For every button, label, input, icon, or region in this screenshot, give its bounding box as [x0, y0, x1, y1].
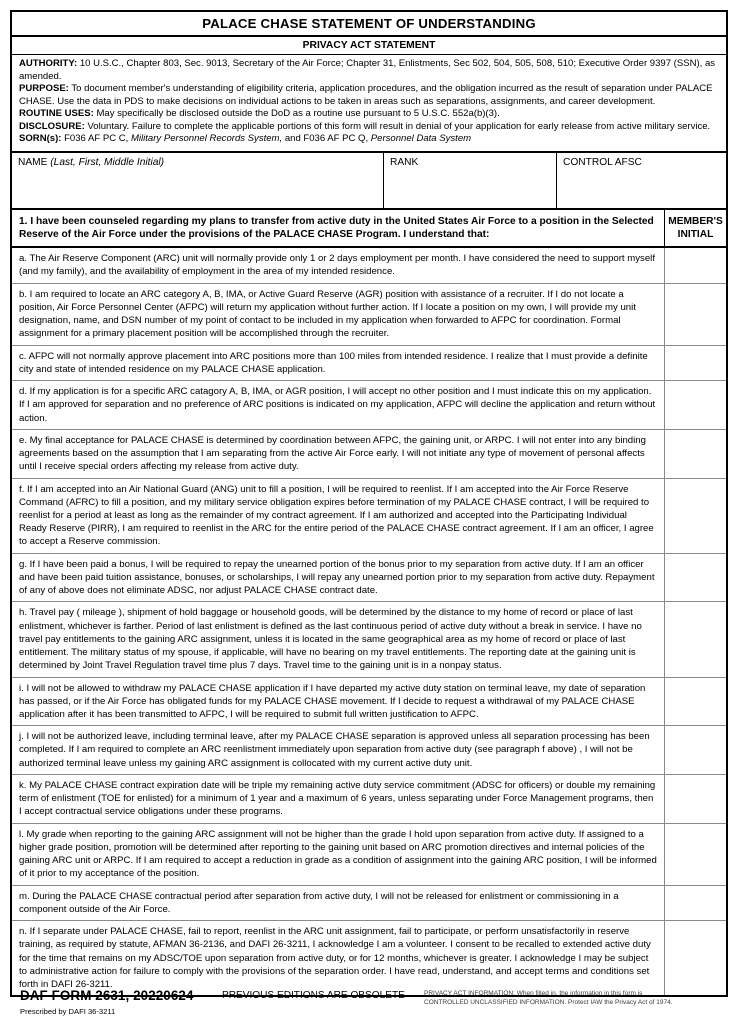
- item-text-d: d. If my application is for a specific ARC catagory A, B, IMA, or AGR position, I will accept no other position and I must indicate this on my application. If I am approved for separation and no preference of ARC positions is indicated on my application, AFPC will decline the application and return without action.: [12, 381, 665, 429]
- initial-box-l[interactable]: [665, 824, 726, 885]
- initial-box-c[interactable]: [665, 346, 726, 380]
- item-text-h: h. Travel pay ( mileage ), shipment of hold baggage or household goods, will be determined by the distance to my home of record or place of last enlistment, whichever is farther. Period of last enlistment is defined as the last continuous period of active duty without a break in service. I have no travel pay entitlements to the gaining ARC assignment, unless it is located in the same geographical area as my home of record or place of last entitlement. The military status of my spouse, if applicable, will have no bearing on my travel entitlements. The reporting date at the gaining unit is determined by Joint Travel Regulation travel time plus 7 days. Travel time to the gaining unit is in a nonpay status.: [12, 602, 665, 676]
- item-text-j: j. I will not be authorized leave, including terminal leave, after my PALACE CHASE separation is approved unless all separation processing has been completed. If I am required to complete an ARC reenlistment immediately upon separation from active duty (see paragraph f above) , I will not be authorized terminal leave unless my gaining ARC assignment is collocated with my current active duty unit.: [12, 726, 665, 774]
- purpose-text: To document member's understanding of eligibility criteria, application procedures, and the obligation incurred as the result of separation under PALACE CHASE. Use the data in PDS to make decisions on individual actions to be taken in areas such as separations, assignments, and career development.: [19, 83, 713, 107]
- statement-header-text: 1. I have been counseled regarding my plans to transfer from active duty in the United States Air Force to a position in the Selected Reserve of the Air Force under the provisions of the PALACE CHASE Program. I understand that:: [12, 210, 665, 247]
- item-text-k: k. My PALACE CHASE contract expiration date will be triple my remaining active duty service commitment (ADSC for officers) or double my remaining term of enlistment (TOE for enlisted) for a minimum of 1 year and a maximum of 6 years, unless separating under Force Management programs, then I accept contractual service obligations under these programs.: [12, 775, 665, 823]
- initial-box-m[interactable]: [665, 886, 726, 920]
- sorn-system-1: Military Personnel Records System,: [130, 133, 283, 144]
- authority-label: AUTHORITY:: [19, 58, 78, 69]
- table-row: [12, 921, 726, 995]
- table-row: [12, 824, 726, 886]
- control-afsc-field[interactable]: [557, 153, 726, 208]
- statement-header-row: [12, 210, 726, 249]
- table-row: [12, 479, 726, 554]
- name-label: NAME: [18, 156, 48, 168]
- item-text-e: e. My final acceptance for PALACE CHASE is determined by coordination between AFPC, the gaining unit, or ARPC. I will not enter into any binding agreements based on the assumption that I am separating from the active Air Force early. I will not initiate any type of movement of personal affects until I receive special orders affecting my release from active duty.: [12, 430, 665, 478]
- form-table: [10, 10, 728, 997]
- name-field[interactable]: [12, 153, 384, 208]
- rank-label: RANK: [390, 156, 419, 168]
- disclosure-text: Voluntary. Failure to complete the applicable portions of this form will result in denial of your application for early release from active military service.: [87, 120, 711, 132]
- item-text-n: n. If I separate under PALACE CHASE, fail to report, reenlist in the ARC unit assignment, fail to participate, or perform unsatisfactorily in reserve training, as required by statute, AFMAN 36-2136, and DAFI 26-3211, I acknowledge I am a volunteer. I consent to be recalled to extended active duty for the time that remains on my ADSC/TOE upon separation from active duty, or for 12 months, whichever is greater. I acknowledge I may be subject to administrative action for failure to comply with the provisions of the separation order. I have read, understand, and accept terms and conditions set forth in DAFI 26-3211.: [12, 921, 665, 995]
- item-text-m: m. During the PALACE CHASE contractual period after separation from active duty, I will not be released for enlistment or commissioning in a component outside of the Air Force.: [12, 886, 665, 920]
- routine-uses-label: ROUTINE USES:: [19, 108, 94, 119]
- privacy-act-body: [12, 55, 726, 153]
- authority-text: 10 U.S.C., Chapter 803, Sec. 9013, Secretary of the Air Force; Chapter 31, Enlistments, Sec 502, 504, 505, 508, 510; Executive Order 9397 (SSN), as amended.: [19, 58, 716, 82]
- item-text-b: b. I am required to locate an ARC category A, B, IMA, or Active Guard Reserve (AGR) position with assistance of a recruiter. If I do not locate a position, Air Force Personnel Center (AFPC) will return my application without further action. If I locate a position on my own, I will provide my unit designation, name, and DSN number of my point of contact to be included in my application when forwarded to AFPC for coordination. Formal assignment for a primary placement position will be accomplished through the recruiter.: [12, 284, 665, 345]
- sorn-system-2: Personnel Data System: [370, 133, 472, 144]
- table-row: [12, 775, 726, 824]
- item-text-f: f. If I am accepted into an Air National Guard (ANG) unit to fill a position, I will be required to reenlist. If I am accepted into the Air Force Reserve Command (AFRC) to fill a position, and my military service obligation expires before termination of my PALACE CHASE contract, I will be required to reenlist for a period at least as long as the remainder of my contract agreement. If I am authorized and accepted into the Participating Individual Ready Reserve (PIRR), I am required to reenlist in the ARC for the entire period of the PALACE CHASE contract agreement. If I am an officer, I agree to accept a Reserve commission.: [12, 479, 665, 553]
- purpose-label: PURPOSE:: [19, 83, 69, 94]
- table-row: [12, 886, 726, 921]
- page-title: PALACE CHASE STATEMENT OF UNDERSTANDING: [12, 12, 726, 37]
- item-text-l: l. My grade when reporting to the gaining ARC assignment will not be higher than the grade I hold upon separation from active duty. If assigned to a higher grade position, promotion will be determined after reporting to the gaining unit based on ARC promotion directives and internal policies of the gaining ARC unit or ARPC. If I am required to accept a reduction in grade as a condition of assignment into the gaining ARC position, I will be informed of it prior to my acceptance of the position.: [12, 824, 665, 885]
- initial-box-i[interactable]: [665, 678, 726, 726]
- initial-box-j[interactable]: [665, 726, 726, 774]
- table-row: [12, 678, 726, 727]
- previous-editions-notice: PREVIOUS EDITIONS ARE OBSOLETE: [222, 990, 405, 1001]
- items-container: [12, 248, 726, 995]
- table-row: [12, 554, 726, 603]
- privacy-act-heading: PRIVACY ACT STATEMENT: [12, 37, 726, 55]
- routine-uses-paragraph: [19, 108, 719, 121]
- item-text-a: a. The Air Reserve Component (ARC) unit will normally provide only 1 or 2 days employment per month. I have considered the need to support myself (and my family), and the availability of employment in the area of my intended residence.: [12, 248, 665, 282]
- sorn-text-2: and F036 AF PC Q,: [284, 133, 369, 144]
- sorn-paragraph: [19, 133, 719, 146]
- sorn-text-1: F036 AF PC C,: [64, 133, 129, 144]
- table-row: [12, 381, 726, 430]
- control-afsc-label: CONTROL AFSC: [563, 156, 642, 168]
- privacy-act-information: [424, 989, 744, 1008]
- initial-box-f[interactable]: [665, 479, 726, 553]
- disclosure-paragraph: [19, 121, 719, 134]
- routine-uses-text: May specifically be disclosed outside the DoD as a routine use pursuant to 5 U.S.C. 552a(b)(3).: [96, 108, 500, 119]
- identity-row: [12, 153, 726, 210]
- members-initial-header: [665, 210, 726, 247]
- members-initial-header-line2: INITIAL: [677, 228, 714, 240]
- purpose-paragraph: [19, 83, 719, 108]
- authority-paragraph: [19, 58, 719, 83]
- table-row: [12, 726, 726, 775]
- initial-box-n[interactable]: [665, 921, 726, 995]
- rank-field[interactable]: [384, 153, 557, 208]
- prescribing-directive: Prescribed by DAFI 36-3211: [20, 1007, 116, 1016]
- sorn-label: SORN(s):: [19, 133, 62, 144]
- initial-box-d[interactable]: [665, 381, 726, 429]
- form-footer: [10, 988, 734, 1022]
- item-text-c: c. AFPC will not normally approve placement into ARC positions more than 100 miles from intended residence. I realize that I must provide a definite city and state of intended residence on my PALACE CHASE application.: [12, 346, 665, 380]
- initial-box-k[interactable]: [665, 775, 726, 823]
- item-text-i: i. I will not be allowed to withdraw my PALACE CHASE application if I have departed my active duty station on terminal leave, my date of separation has passed, or if the Air Force has obligated funds for my PALACE CHASE movement. If I decide to request a withdrawal of my PALACE CHASE application after it has been transmitted to AFPC, I will be required to submit full written justification to AFPC.: [12, 678, 665, 726]
- name-hint: (Last, First, Middle Initial): [50, 156, 165, 168]
- initial-box-b[interactable]: [665, 284, 726, 345]
- disclosure-label: DISCLOSURE:: [19, 120, 85, 132]
- initial-box-e[interactable]: [665, 430, 726, 478]
- table-row: [12, 430, 726, 479]
- table-row: [12, 346, 726, 381]
- members-initial-header-line1: MEMBER'S: [668, 215, 723, 227]
- table-row: [12, 602, 726, 677]
- privacy-info-line1: PRIVACY ACT INFORMATION: When filled in, the information in this form is: [424, 990, 643, 997]
- initial-box-g[interactable]: [665, 554, 726, 602]
- table-row: [12, 248, 726, 283]
- form-identifier: DAF FORM 2631, 20220624: [20, 988, 194, 1003]
- initial-box-a[interactable]: [665, 248, 726, 282]
- privacy-info-line2: CONTROLLED UNCLASSIFIED INFORMATION. Protect IAW the Privacy Act of 1974.: [424, 999, 673, 1007]
- initial-box-h[interactable]: [665, 602, 726, 676]
- table-row: [12, 284, 726, 346]
- item-text-g: g. If I have been paid a bonus, I will be required to repay the unearned portion of the bonus prior to my separation from active duty. If I am an officer and have been paid tuition assistance, bonuses, or scholarships, I will repay any unearned portion prior to my separation from active duty. Repayment of any of above does not eliminate ADSC, nor adjust PALACE CHASE contract date.: [12, 554, 665, 602]
